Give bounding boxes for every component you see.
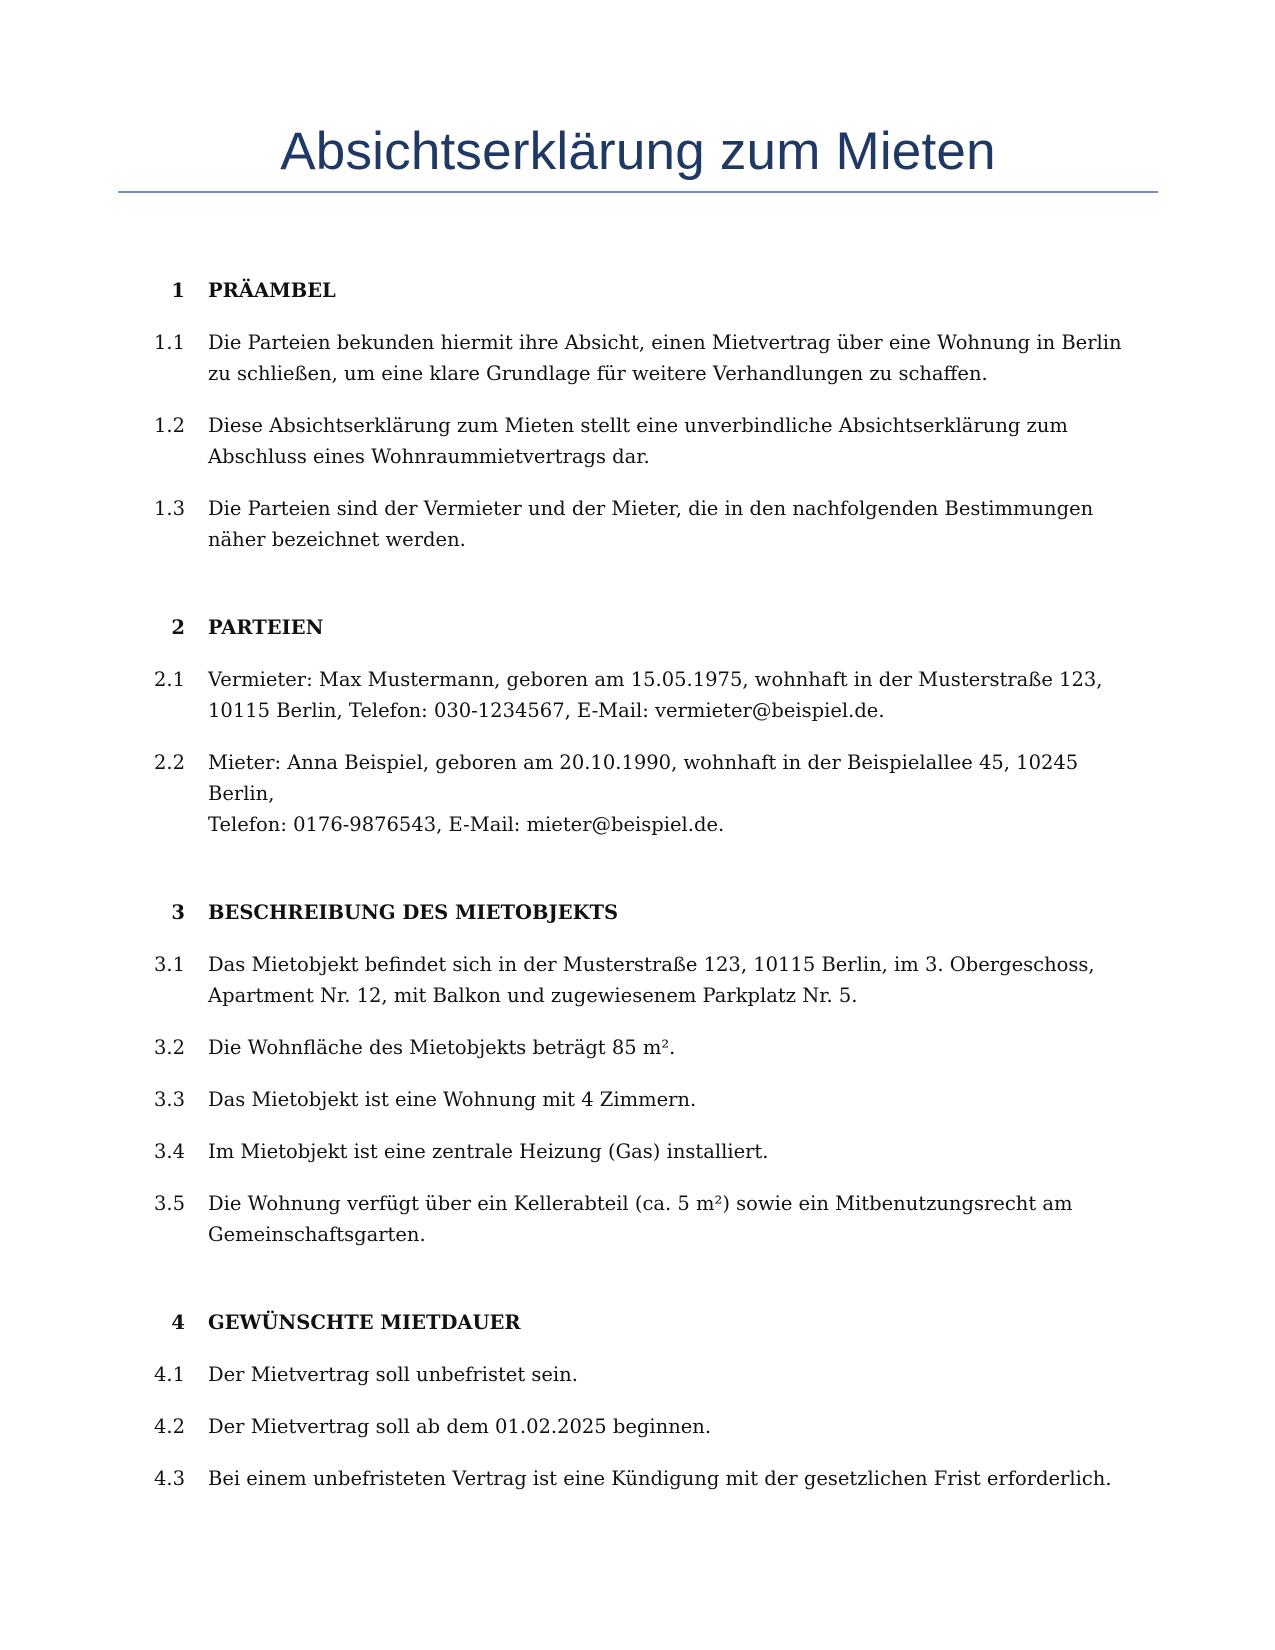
clause-item	[0, 327, 1275, 389]
clause-text	[208, 747, 1138, 840]
clause-text-line: Das Mietobjekt befindet sich in der Musterstraße 123, 10115 Berlin, im 3. Obergeschoss,	[208, 953, 1095, 976]
clause-number: 1.2	[154, 414, 186, 437]
clause-text	[208, 1359, 1138, 1390]
sections-container	[0, 276, 1275, 1552]
clause-list	[0, 327, 1275, 555]
section-heading-label: BESCHREIBUNG DES MIETOBJEKTS	[208, 901, 619, 924]
clause-list	[0, 949, 1275, 1250]
clause-text-line: Die Wohnung verfügt über ein Kellerabteil (ca. 5 m²) sowie ein Mitbenutzungsrecht am	[208, 1192, 1073, 1215]
clause-number: 4.3	[154, 1467, 186, 1490]
clause-number: 4.2	[154, 1415, 186, 1438]
section-heading	[0, 276, 1275, 306]
clause-text	[208, 1463, 1138, 1494]
clause-text-line: Apartment Nr. 12, mit Balkon und zugewiesenem Parkplatz Nr. 5.	[208, 984, 858, 1007]
clause-text	[208, 1136, 1138, 1167]
clause-text-line: Vermieter: Max Mustermann, geboren am 15.05.1975, wohnhaft in der Musterstraße 123,	[208, 668, 1103, 691]
clause-text-line: zu schließen, um eine klare Grundlage für weitere Verhandlungen zu schaffen.	[208, 362, 988, 385]
clause-number: 3.5	[154, 1192, 186, 1215]
clause-text-line: Das Mietobjekt ist eine Wohnung mit 4 Zimmern.	[208, 1088, 697, 1111]
clause-text-line: Mieter: Anna Beispiel, geboren am 20.10.1990, wohnhaft in der Beispielallee 45, 10245 Berlin,	[208, 751, 1079, 805]
section-heading-label: PRÄAMBEL	[208, 279, 336, 302]
section-heading	[0, 613, 1275, 643]
clause-number: 1.3	[154, 497, 186, 520]
section-heading	[0, 1308, 1275, 1338]
section-number: 3	[171, 901, 185, 924]
clause-text-line: Gemeinschaftsgarten.	[208, 1223, 426, 1246]
section-4	[0, 1308, 1275, 1494]
clause-text-line: Im Mietobjekt ist eine zentrale Heizung (Gas) installiert.	[208, 1140, 769, 1163]
clause-text-line: Telefon: 0176-9876543, E-Mail: mieter@beispiel.de.	[208, 813, 725, 836]
clause-item	[0, 1032, 1275, 1063]
clause-item	[0, 1188, 1275, 1250]
section-1	[0, 276, 1275, 555]
clause-number: 3.3	[154, 1088, 186, 1111]
clause-text	[208, 1084, 1138, 1115]
clause-text	[208, 1188, 1138, 1250]
clause-text	[208, 410, 1138, 472]
section-number: 4	[171, 1311, 185, 1334]
clause-number: 4.1	[154, 1363, 186, 1386]
section-2	[0, 613, 1275, 840]
clause-item	[0, 1463, 1275, 1494]
clause-list	[0, 1359, 1275, 1494]
clause-item	[0, 1136, 1275, 1167]
clause-number: 2.2	[154, 751, 186, 774]
clause-text-line: Abschluss eines Wohnraummietvertrags dar.	[208, 445, 650, 468]
clause-text-line: 10115 Berlin, Telefon: 030-1234567, E-Mail: vermieter@beispiel.de.	[208, 699, 885, 722]
clause-item	[0, 1084, 1275, 1115]
section-number: 2	[171, 616, 185, 639]
clause-text-line: Der Mietvertrag soll unbefristet sein.	[208, 1363, 578, 1386]
clause-number: 3.4	[154, 1140, 186, 1163]
clause-text	[208, 1411, 1138, 1442]
clause-text-line: Bei einem unbefristeten Vertrag ist eine Kündigung mit der gesetzlichen Frist erforderlich.	[208, 1467, 1112, 1490]
section-heading-label: GEWÜNSCHTE MIETDAUER	[208, 1311, 521, 1334]
clause-text-line: Der Mietvertrag soll ab dem 01.02.2025 beginnen.	[208, 1415, 712, 1438]
clause-text-line: Die Parteien sind der Vermieter und der Mieter, die in den nachfolgenden Bestimmungen	[208, 497, 1094, 520]
clause-item	[0, 664, 1275, 726]
clause-text-line: näher bezeichnet werden.	[208, 528, 466, 551]
title-divider	[118, 191, 1158, 193]
clause-number: 1.1	[154, 331, 186, 354]
clause-list	[0, 664, 1275, 840]
section-heading-label: PARTEIEN	[208, 616, 324, 639]
clause-item	[0, 493, 1275, 555]
clause-text	[208, 327, 1138, 389]
clause-number: 2.1	[154, 668, 186, 691]
clause-item	[0, 1359, 1275, 1390]
section-3	[0, 898, 1275, 1250]
clause-text-line: Diese Absichtserklärung zum Mieten stellt eine unverbindliche Absichtserklärung zum	[208, 414, 1068, 437]
clause-number: 3.2	[154, 1036, 186, 1059]
document-title: Absichtserklärung zum Mieten	[280, 122, 996, 181]
clause-item	[0, 410, 1275, 472]
clause-number: 3.1	[154, 953, 186, 976]
section-number: 1	[171, 279, 185, 302]
clause-text	[208, 493, 1138, 555]
clause-text	[208, 664, 1138, 726]
clause-text	[208, 1032, 1138, 1063]
clause-text	[208, 949, 1138, 1011]
clause-text-line: Die Wohnfläche des Mietobjekts beträgt 85 m².	[208, 1036, 676, 1059]
clause-text-line: Die Parteien bekunden hiermit ihre Absicht, einen Mietvertrag über eine Wohnung in Berlin	[208, 331, 1122, 354]
clause-item	[0, 949, 1275, 1011]
section-heading	[0, 898, 1275, 928]
clause-item	[0, 747, 1275, 840]
clause-item	[0, 1411, 1275, 1442]
